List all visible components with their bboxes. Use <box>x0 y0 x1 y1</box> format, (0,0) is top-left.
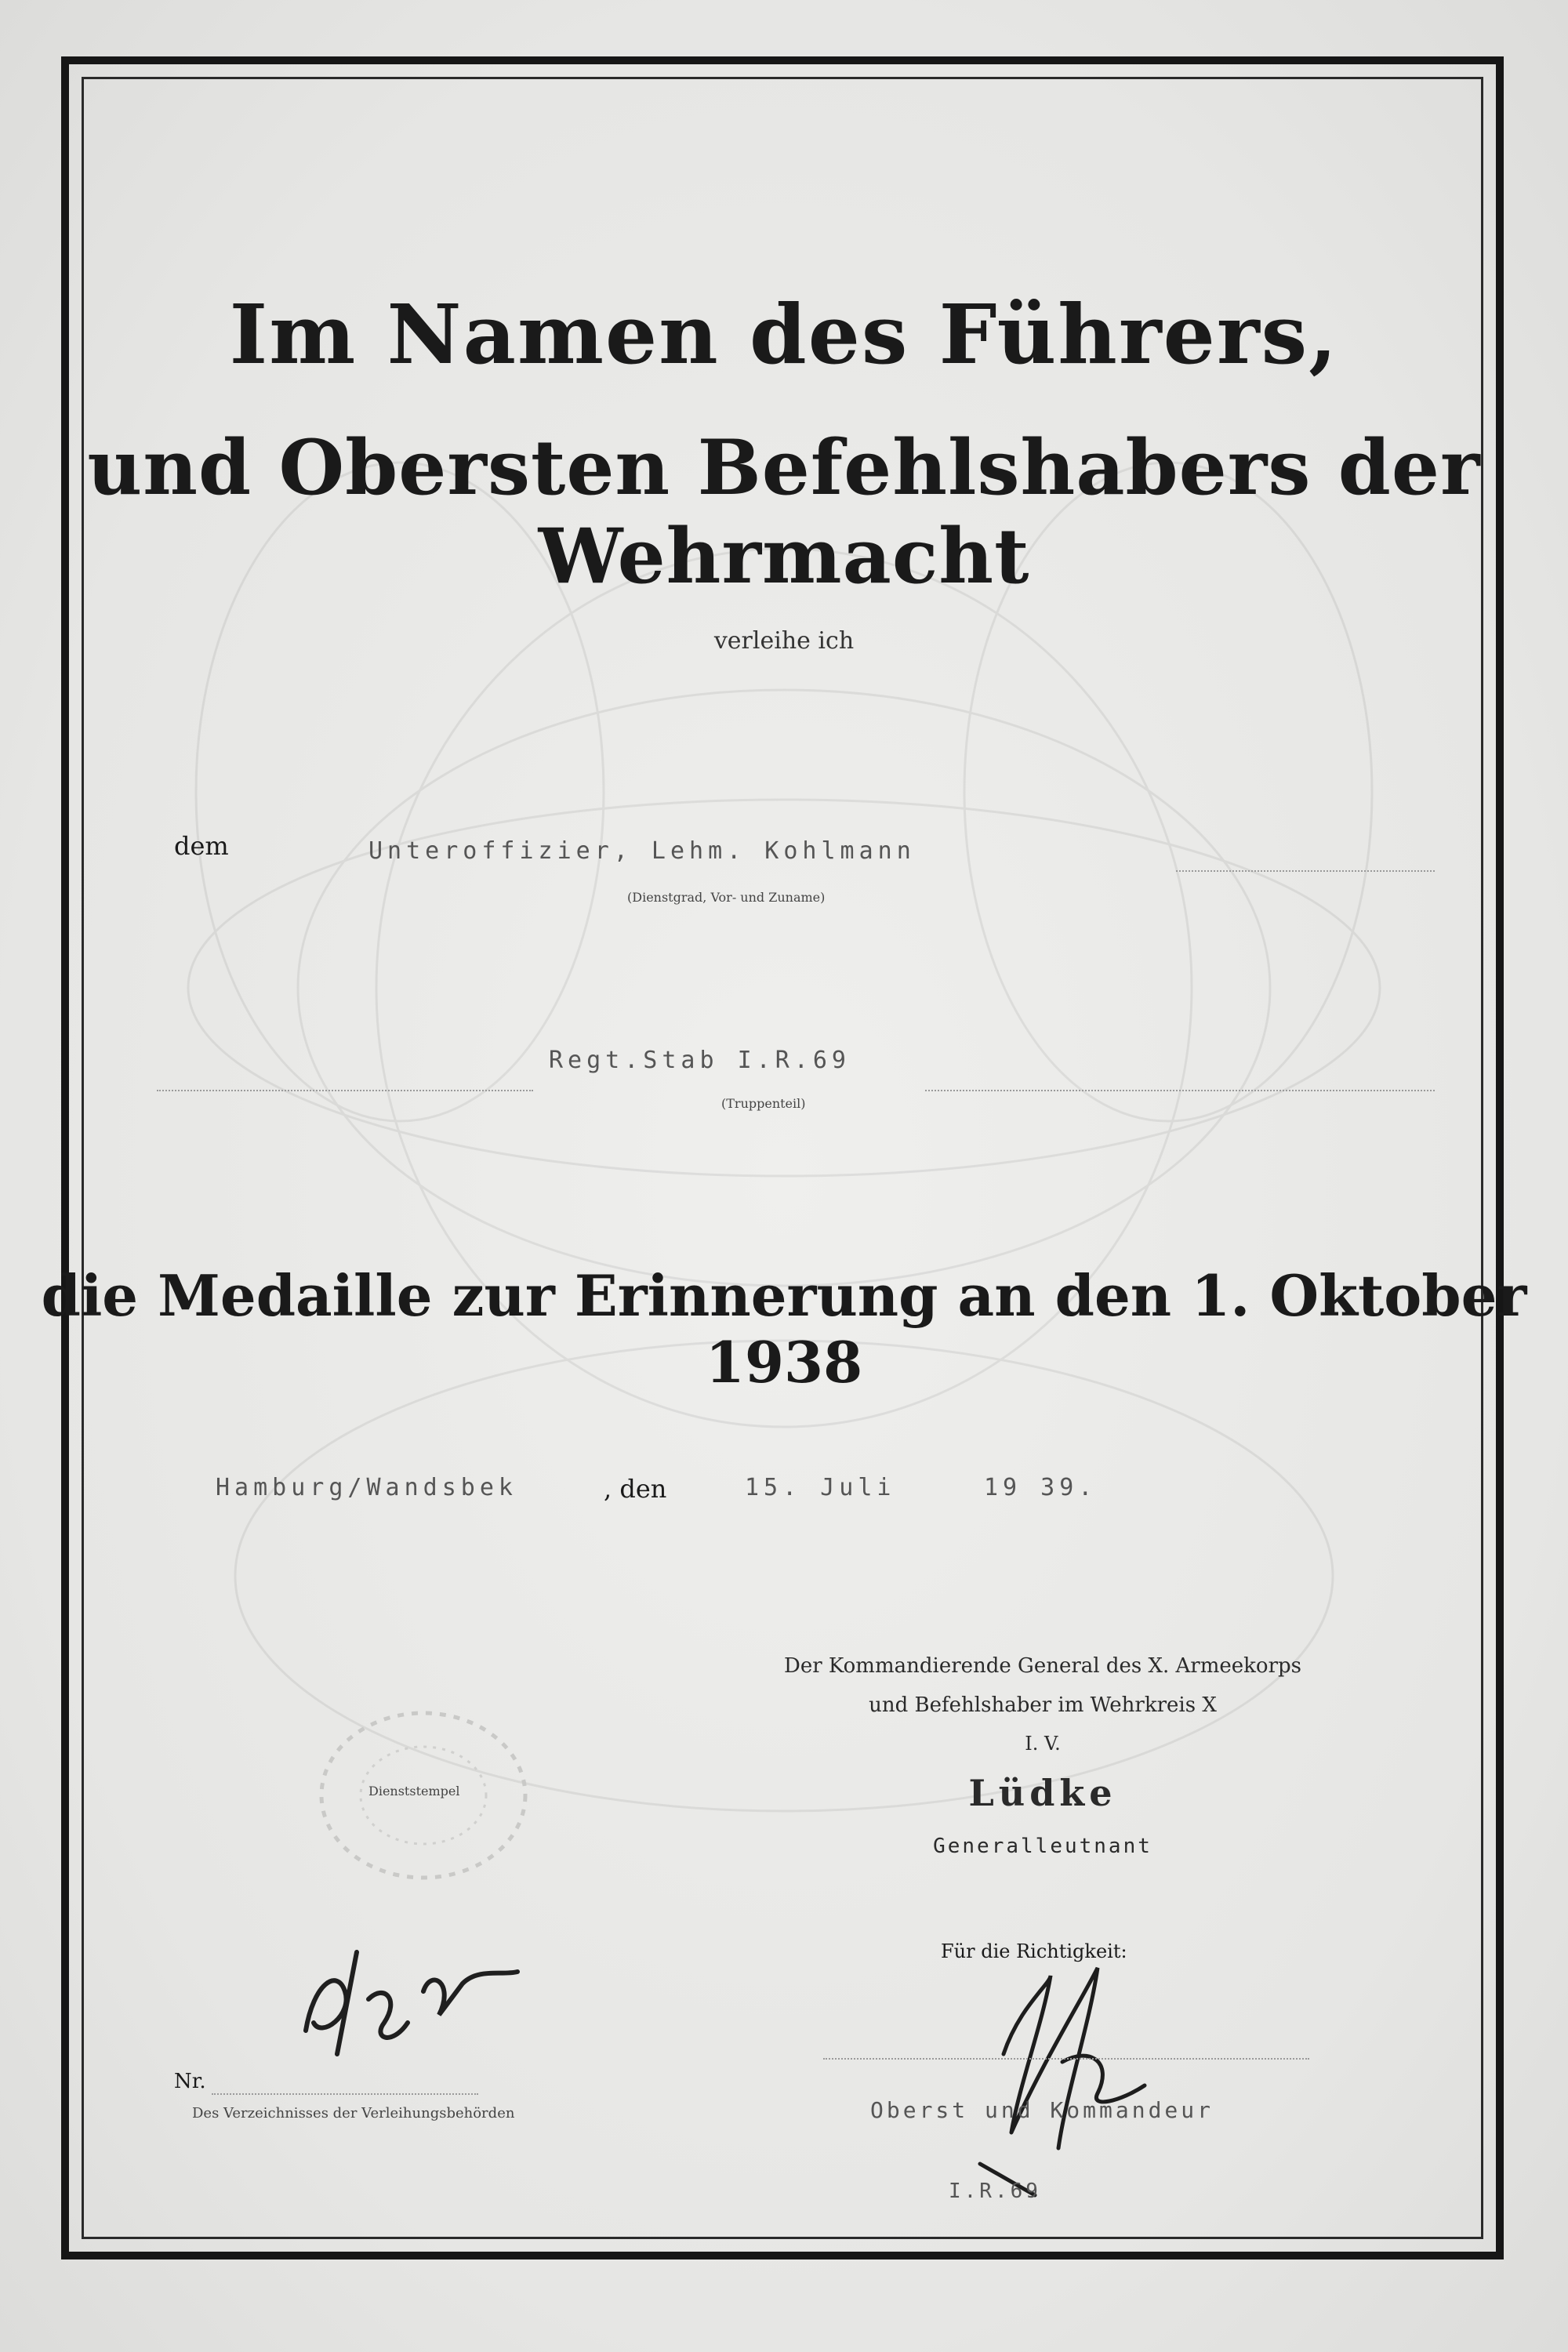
commander-role: Oberst und Kommandeur <box>870 2097 1214 2123</box>
left-footer-caption: Des Verzeichnisses der Verleihungsbehörden <box>192 2105 515 2122</box>
dotted-line <box>823 2058 1309 2060</box>
commander-unit: I.R.69 <box>949 2180 1041 2203</box>
richtigkeit-label: Für die Richtigkeit: <box>941 1940 1127 1962</box>
award-name: die Medaille zur Erinnerung an den 1. Oktober 1938 <box>41 1262 1527 1396</box>
unit-caption: (Truppenteil) <box>721 1096 806 1111</box>
dotted-line <box>925 1090 1435 1091</box>
handwritten-initials <box>282 1936 533 2078</box>
title-line-1: Im Namen des Führers, <box>229 286 1339 383</box>
unit-name: Regt.Stab I.R.69 <box>549 1047 851 1074</box>
issue-day-month: 15. Juli <box>745 1474 896 1501</box>
authority-line-2: und Befehlshaber im Wehrkreis X <box>869 1693 1217 1717</box>
date-prefix: , den <box>604 1474 667 1504</box>
signatory-rank: Generalleutnant <box>933 1835 1152 1858</box>
issue-year: 19 39. <box>984 1474 1098 1501</box>
stamp-label: Dienststempel <box>368 1784 460 1798</box>
authority-line-3: I. V. <box>1025 1733 1061 1755</box>
dotted-line <box>157 1090 533 1091</box>
nr-label: Nr. <box>174 2070 206 2093</box>
dotted-line <box>1176 870 1435 872</box>
recipient-name-caption: (Dienstgrad, Vor- und Zuname) <box>627 890 826 905</box>
recipient-name: Unteroffizier, Lehm. Kohlmann <box>368 837 916 865</box>
dotted-line <box>212 2093 478 2095</box>
commander-signature <box>933 1952 1200 2203</box>
issue-place: Hamburg/Wandsbek <box>216 1474 517 1501</box>
recipient-prefix: dem <box>174 831 229 861</box>
certificate-inner-border <box>82 77 1483 2239</box>
authority-line-1: Der Kommandierende General des X. Armeekorps <box>784 1654 1301 1678</box>
signatory-name: Lüdke <box>968 1772 1117 1814</box>
title-line-2: und Obersten Befehlshabers der Wehrmacht <box>87 423 1481 601</box>
verleihe-text: verleihe ich <box>713 627 855 655</box>
